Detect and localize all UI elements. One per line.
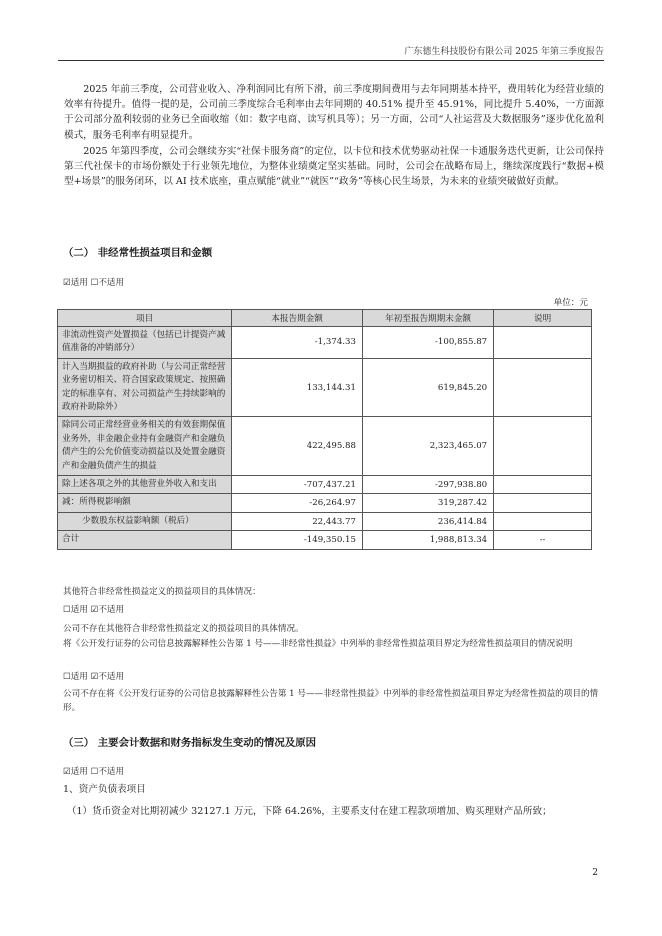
table-row [58, 417, 592, 476]
row-item: 除上述各项之外的其他营业外收入和支出 [58, 476, 232, 494]
row-ytd: 319,287.42 [362, 494, 493, 512]
row-item: 合计 [58, 531, 232, 549]
row-item: 减：所得税影响额 [58, 494, 232, 512]
col-header-item: 项目 [58, 310, 232, 327]
row-item: 计入当期损益的政府补助（与公司正常经营业务密切相关、符合国家政策规定、按照确定的标准享有、对公司损益产生持续影响的政府补助除外） [58, 358, 232, 417]
applicable-checkbox-other: ☐适用 ☑不适用 [63, 605, 125, 615]
row-current: 422,495.88 [232, 417, 363, 476]
paragraph-q4-outlook: 2025 年第四季度，公司会继续夯实“社保卡服务商”的定位，以卡位和技术优势驱动社保一卡通服务迭代更新，让公司保持第三代社保卡的市场份额处于行业领先地位，为整体业绩奠定坚实基础。同时，公司会在战略布局上，继续深度践行“数据+模型+场景”的服务闭环，以 AI 技术底座，重点赋能“就业”“就医”“政务”等核心民生场景，为未来的业绩突破做好贡献。 [64, 146, 604, 188]
row-note [494, 494, 592, 512]
table-header-row [58, 310, 592, 327]
applicable-checkbox-explain: ☐适用 ☑不适用 [63, 672, 125, 682]
row-note [494, 358, 592, 417]
row-note [494, 417, 592, 476]
table-row [58, 512, 592, 530]
row-note [494, 476, 592, 494]
row-ytd: 619,845.20 [362, 358, 493, 417]
row-current: -1,374.33 [232, 327, 363, 359]
row-ytd: -100,855.87 [362, 327, 493, 359]
table-row [58, 494, 592, 512]
row-item: 非流动性资产处置损益（包括已计提资产减值准备的冲销部分） [58, 327, 232, 359]
applicable-checkbox-section3: ☑适用 ☐不适用 [63, 767, 125, 777]
page-header: 广东德生科技股份有限公司 2025 年第三季度报告 [58, 44, 604, 61]
row-current: -26,264.97 [232, 494, 363, 512]
explain-text: 公司不存在将《公开发行证券的公司信息披露解释性公告第 1 号——非经常性损益》中列举的非经常性损益项目界定为经常性损益的项目的情形。 [63, 689, 599, 713]
row-item: 少数股东权益影响额（税后） [58, 512, 232, 530]
table-row [58, 327, 592, 359]
table-row [58, 476, 592, 494]
applicable-checkbox-section2: ☑适用 ☐不适用 [63, 278, 125, 288]
cash-change-text: （1）货币资金对比期初减少 32127.1 万元，下降 64.26%，主要系支付在建工程款项增加、购买理财产品所致； [66, 806, 552, 817]
nonrecurring-table [57, 309, 592, 550]
row-note [494, 327, 592, 359]
row-current: -149,350.15 [232, 531, 363, 549]
row-ytd: -297,938.80 [362, 476, 493, 494]
explain-title: 将《公开发行证券的公司信息披露解释性公告第 1 号——非经常性损益》中列举的非经常性损益项目界定为经常性损益项目的情况说明 [63, 639, 573, 649]
balance-sheet-subtitle: 1、资产负债表项目 [63, 784, 146, 795]
col-header-current: 本报告期金额 [232, 310, 363, 327]
row-current: 22,443.77 [232, 512, 363, 530]
table-row-total [58, 531, 592, 549]
row-note: -- [494, 531, 592, 549]
row-current: -707,437.21 [232, 476, 363, 494]
other-items-text: 公司不存在其他符合非经常性损益定义的损益项目的具体情况。 [63, 624, 304, 634]
unit-label: 单位：元 [553, 298, 588, 308]
row-current: 133,144.31 [232, 358, 363, 417]
other-items-title: 其他符合非经常性损益定义的损益项目的具体情况： [63, 587, 261, 597]
col-header-note: 说明 [494, 310, 592, 327]
row-ytd: 1,988,813.34 [362, 531, 493, 549]
section-title-nonrecurring: （二） 非经常性损益项目和金额 [63, 247, 213, 259]
row-ytd: 236,414.84 [362, 512, 493, 530]
paragraph-q3-summary: 2025 年前三季度，公司营业收入、净利润同比有所下滑，前三季度期间费用与去年同期基本持平，费用转化为经营业绩的效率有待提升。值得一提的是，公司前三季度综合毛利率由去年同期的 40.51% 提升至 45.91%，同比提升 5.40%，一方面源于公司部分盈利较弱的业务已全面收缩（如：数字电商、读写机具等）；另一方面，公司“人社运营及大数据服务”逐步优化盈利模式，服务毛利率有明显提升。 [64, 84, 604, 141]
row-item: 除同公司正常经营业务相关的有效套期保值业务外，非金融企业持有金融资产和金融负债产生的公允价值变动损益以及处置金融资产和金融负债产生的损益 [58, 417, 232, 476]
col-header-ytd: 年初至报告期期末金额 [362, 310, 493, 327]
page-number: 2 [592, 868, 598, 878]
table-row [58, 358, 592, 417]
row-note [494, 512, 592, 530]
section-title-changes: （三） 主要会计数据和财务指标发生变动的情况及原因 [63, 737, 316, 749]
row-ytd: 2,323,465.07 [362, 417, 493, 476]
